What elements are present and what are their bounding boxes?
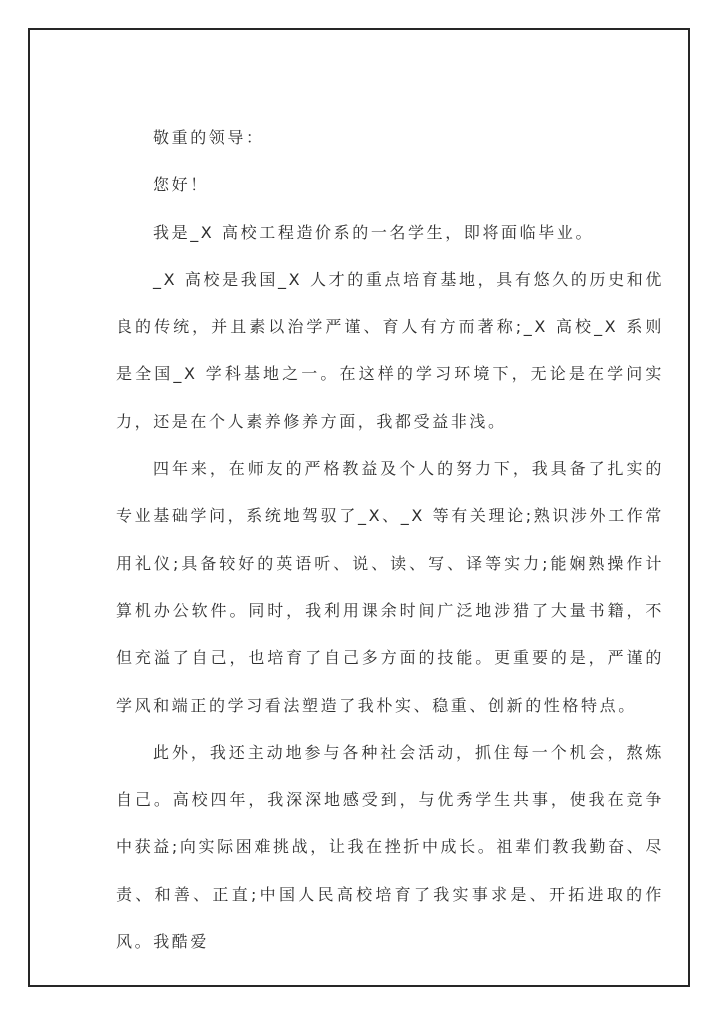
- letter-paragraph-activities: 此外，我还主动地参与各种社会活动，抓住每一个机会，熬炼自己。高校四年，我深深地感受到，与优秀学生共事，使我在竞争中获益;向实际困难挑战，让我在挫折中成长。祖辈们教我勤奋、尽责、和善、正直;中国人民高校培育了我实事求是、开拓进取的作风。我酷爱: [116, 742, 664, 952]
- letter-body: [116, 114, 664, 965]
- letter-greeting: 您好！: [153, 175, 209, 195]
- letter-paragraph-school: _X 高校是我国_X 人才的重点培育基地，具有悠久的历史和优良的传统，并且素以治学严谨、育人有方而著称;_X 高校_X 系则是全国_X 学科基地之一。在这样的学习环境下，无论是在学问实力，还是在个人素养修养方面，我都受益非浅。: [116, 269, 664, 431]
- page-border-frame: [28, 28, 690, 987]
- letter-paragraph-skills: 四年来，在师友的严格教益及个人的努力下，我具备了扎实的专业基础学问，系统地驾驭了_X、_X 等有关理论;熟识涉外工作常用礼仪;具备较好的英语听、说、读、写、译等实力;能娴熟操作计算机办公软件。同时，我利用课余时间广泛地涉猎了大量书籍，不但充溢了自己，也培育了自己多方面的技能。更重要的是，严谨的学风和端正的学习看法塑造了我朴实、稳重、创新的性格特点。: [116, 459, 664, 715]
- letter-paragraph-intro: 我是_X 高校工程造价系的一名学生，即将面临毕业。: [153, 222, 595, 242]
- letter-salutation: 敬重的领导：: [153, 128, 265, 147]
